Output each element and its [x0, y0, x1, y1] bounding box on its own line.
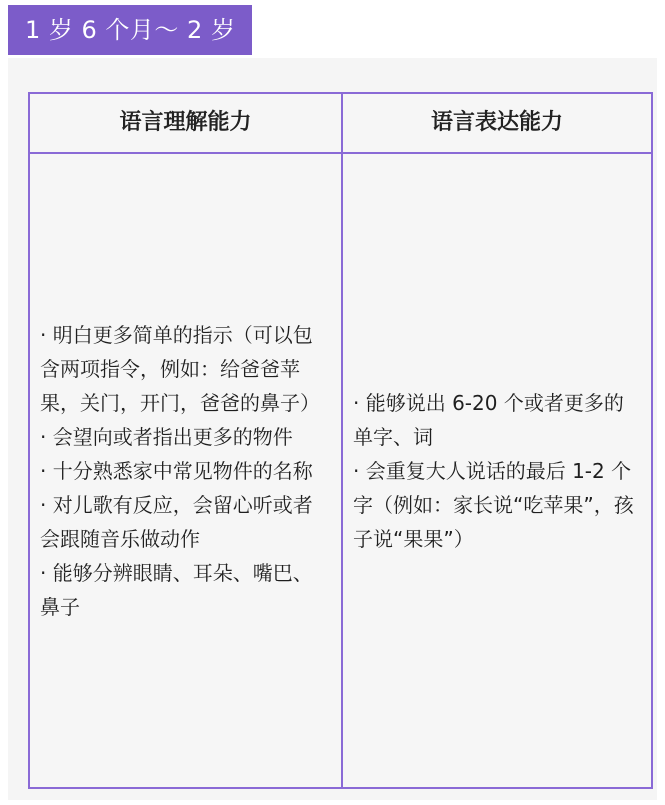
comprehension-item: · 明白更多简单的指示（可以包含两项指令，例如：给爸爸苹果，关门，开门，爸爸的鼻子） [40, 322, 320, 415]
comprehension-cell [30, 154, 341, 787]
comprehension-item: · 对儿歌有反应，会留心听或者会跟随音乐做动作 [40, 492, 313, 551]
age-range-tag: 1 岁 6 个月～ 2 岁 [8, 5, 252, 55]
expression-cell [343, 154, 651, 787]
comprehension-item: · 会望向或者指出更多的物件 [40, 424, 293, 449]
comprehension-item: · 能够分辨眼睛、耳朵、嘴巴、鼻子 [40, 560, 313, 619]
comprehension-item: · 十分熟悉家中常见物件的名称 [40, 458, 313, 483]
header-expression: 语言表达能力 [430, 110, 563, 135]
expression-item: · 能够说出 6-20 个或者更多的单字、词 [353, 390, 624, 449]
language-ability-table [28, 92, 653, 789]
header-comprehension: 语言理解能力 [119, 110, 252, 135]
expression-item: · 会重复大人说话的最后 1-2 个字（例如：家长说“吃苹果”，孩子说“果果”） [353, 458, 634, 551]
